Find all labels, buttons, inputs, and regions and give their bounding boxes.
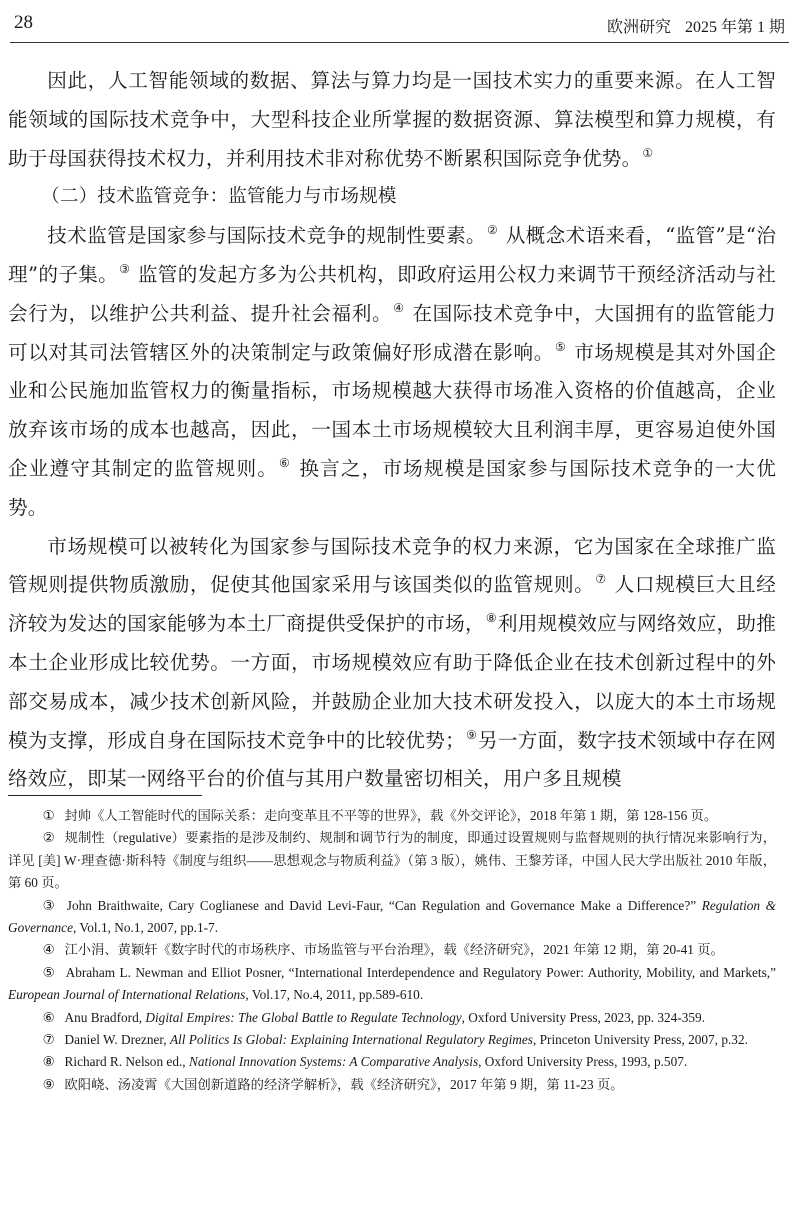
footnote-3: ③ John Braithwaite, Cary Coglianese and David Levi-Faur, “Can Regulation and Governance Make a Difference?” Regulation & Governance, Vol.1, No.1, 2007, pp.1-7.: [8, 897, 776, 936]
source-title: All Politics Is Global: Explaining International Regulatory Regimes: [169, 1032, 533, 1048]
section-heading: （二）技术监管竞争：监管能力与市场规模: [41, 186, 397, 208]
footnote-ref[interactable]: ⑤: [554, 339, 567, 354]
footnote-4: ④ 江小涓、黄颖轩《数字时代的市场秩序、市场监管与平台治理》，载《经济研究》，2021 年第 12 期，第 20-41 页。: [42, 942, 724, 958]
footnote-mark: ②: [42, 830, 55, 846]
footnote-mark: ④: [42, 942, 55, 958]
footnote-ref[interactable]: ⑦: [595, 572, 607, 587]
source-title: Digital Empires: The Global Battle to Regulate Technology: [145, 1009, 462, 1025]
footnote-mark: ①: [42, 808, 55, 823]
main-body: [8, 62, 776, 799]
journal-name: 欧洲研究: [606, 19, 671, 36]
page-number: 28: [14, 12, 33, 33]
footnote-8: ⑧ Richard R. Nelson ed., National Innovation Systems: A Comparative Analysis, Oxford University Press, 1993, p.507.: [42, 1054, 688, 1070]
footnotes: [8, 805, 776, 1096]
footnote-mark: ⑧: [42, 1054, 55, 1070]
footnote-divider: [8, 795, 202, 796]
footnote-mark: ⑨: [42, 1076, 55, 1092]
paragraph: 因此，人工智能领域的数据、算法与算力均是一国技术实力的重要来源。在人工智能领域的国际技术竞争中，大型科技企业所掌握的数据资源、算法模型和算力规模，有助于母国获得技术权力，并利用技术非对称优势不断累积国际竞争优势。①: [8, 69, 776, 170]
footnote-5: ⑤ Abraham L. Newman and Elliot Posner, “International Interdependence and Regulatory Power: Authority, Mobility, and Markets,” European Journal of International Relations, Vol.17, No.4, 2011, pp.589-610.: [8, 964, 776, 1003]
footnote-ref[interactable]: ⑨: [465, 727, 478, 742]
footnote-9: ⑨ 欧阳峣、汤凌霄《大国创新道路的经济学解析》，载《经济研究》，2017 年第 9 期，第 11-23 页。: [42, 1076, 624, 1092]
footnote-mark: ⑦: [42, 1032, 55, 1048]
footnote-mark: ③: [42, 897, 57, 913]
footnote-mark: ⑥: [42, 1009, 55, 1025]
footnote-1: ① 封帅《人工智能时代的国际关系：走向变革且不平等的世界》，载《外交评论》，2018 年第 1 期，第 128-156 页。: [42, 808, 718, 823]
source-title: National Innovation Systems: A Comparative Analysis: [188, 1054, 479, 1070]
footnote-mark: ⑤: [42, 964, 56, 980]
running-head: [607, 14, 785, 37]
footnote-ref[interactable]: ⑧: [485, 611, 497, 626]
running-header: [10, 10, 789, 43]
footnote-ref[interactable]: ③: [119, 261, 131, 276]
footnote-ref[interactable]: ⑥: [278, 455, 291, 470]
issue-label: 2025 年第 1 期: [684, 19, 785, 36]
footnote-ref[interactable]: ②: [487, 223, 499, 238]
footnote-2: ② 规制性（regulative）要素指的是涉及制约、规制和调节行为的制度，即通过设置规则与监督规则的执行情况来影响行为，详见 [美] W·理查德·斯科特《制度与组织——思想观念与物质利益》（第 3 版），姚伟、王黎芳译，中国人民大学出版社 2010 年版，第 60 页。: [8, 830, 776, 891]
footnote-6: ⑥ Anu Bradford, Digital Empires: The Global Battle to Regulate Technology, Oxford University Press, 2023, pp. 324-359.: [42, 1009, 706, 1025]
source-title: Regulation & Governance: [8, 897, 776, 936]
paragraph: 市场规模可以被转化为国家参与国际技术竞争的权力来源，它为国家在全球推广监管规则提供物质激励，促使其他国家采用与该国类似的监管规则。⑦ 人口规模巨大且经济较为发达的国家能够为本土厂商提供受保护的市场，⑧利用规模效应与网络效应，助推本土企业形成比较优势。一方面，市场规模效应有助于降低企业在技术创新过程中的外部交易成本，减少技术创新风险，并鼓励企业加大技术研发投入，以庞大的本土市场规模为支撑，形成自身在国际技术竞争中的比较优势；⑨另一方面，数字技术领域中存在网络效应，即某一网络平台的价值与其用户数量密切相关，用户多且规模: [8, 534, 776, 791]
footnote-ref[interactable]: ④: [393, 300, 405, 315]
footnote-7: ⑦ Daniel W. Drezner, All Politics Is Global: Explaining International Regulatory Regimes, Princeton University Press, 2007, p.32.: [42, 1032, 748, 1048]
footnote-ref[interactable]: ①: [642, 145, 654, 160]
paragraph: 技术监管是国家参与国际技术竞争的规制性要素。② 从概念术语来看，“监管”是“治理”的子集。③ 监管的发起方多为公共机构，即政府运用公权力来调节干预经济活动与社会行为，以维护公共利益、提升社会福利。④ 在国际技术竞争中，大国拥有的监管能力可以对其司法管辖区外的决策制定与政策偏好形成潜在影响。⑤ 市场规模是其对外国企业和公民施加监管权力的衡量指标，市场规模越大获得市场准入资格的价值越高，企业放弃该市场的成本也越高，因此，一国本土市场规模较大且利润丰厚，更容易迫使外国企业遵守其制定的监管规则。⑥ 换言之，市场规模是国家参与国际技术竞争的一大优势。: [8, 223, 777, 519]
source-title: European Journal of International Relations: [8, 987, 246, 1003]
